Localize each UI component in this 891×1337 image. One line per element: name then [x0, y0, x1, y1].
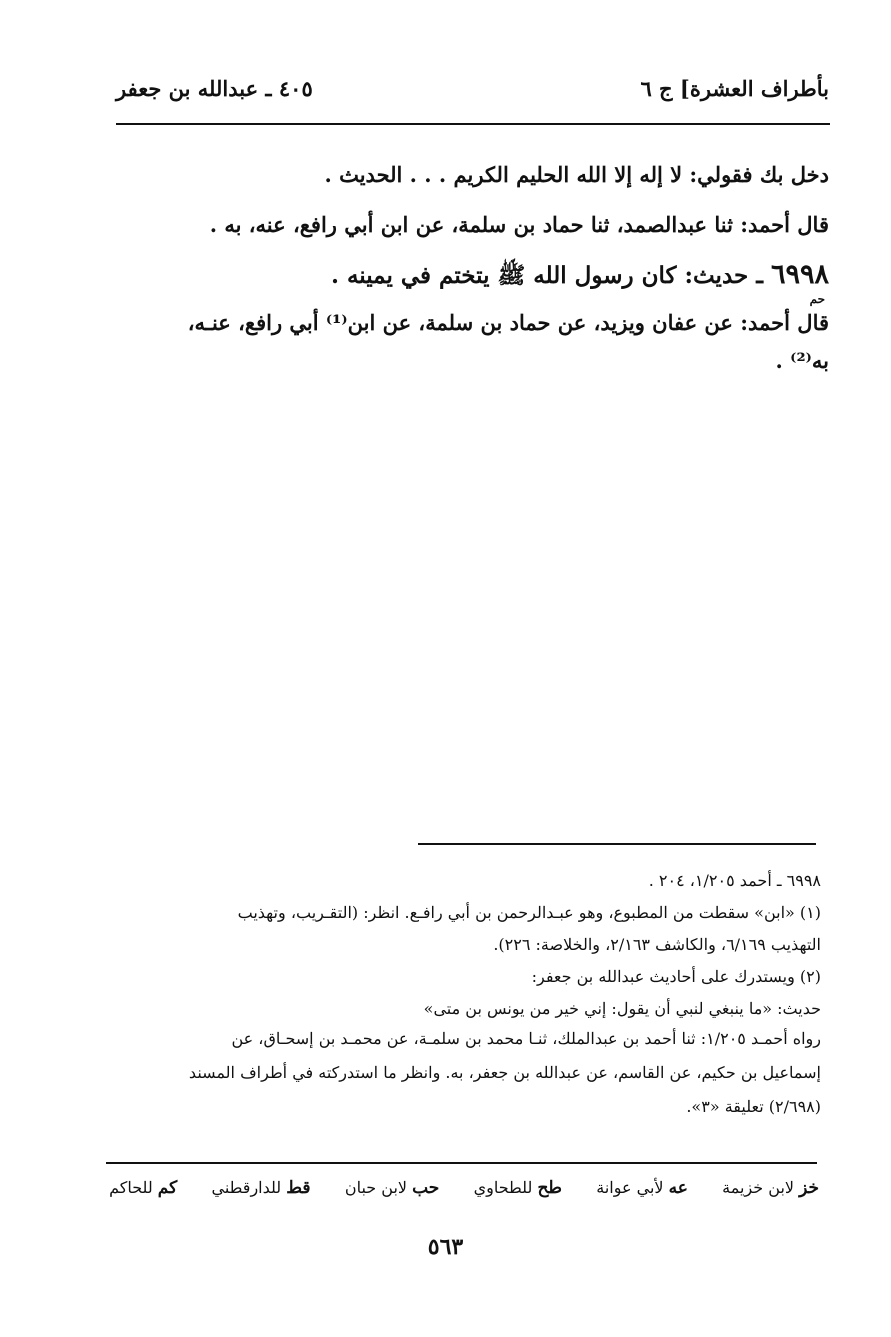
- body-line-5: به⁽²⁾ .: [775, 348, 829, 373]
- footnote-2-line-3: رواه أحمـد ١/٢٠٥: ثنا أحمد بن عبدالملك، ثنـا محمد بن سلمـة، عن محمـد بن إسحـاق، عن: [231, 1029, 821, 1048]
- running-header-chapter: ٤٠٥ ـ عبدالله بن جعفر: [116, 76, 313, 101]
- key-name: للطحاوي: [473, 1178, 533, 1197]
- key-code: كم: [157, 1178, 178, 1198]
- footnote-2-line-2: حديث: «ما ينبغي لنبي أن يقول: إني خير من يونس بن متى»: [423, 999, 821, 1018]
- footnote-1-line-1: (١) «ابن» سقطت من المطبوع، وهو عبـدالرحمن بن أبي رافـع. انظر: (التقـريب، وتهذيب: [237, 903, 821, 922]
- key-name: للحاكم: [109, 1178, 153, 1197]
- hadith-heading: [129, 256, 829, 295]
- key-name: للدارقطني: [211, 1178, 282, 1197]
- key-code: طح: [537, 1178, 562, 1198]
- body-line-1: دخل بك فقولي: لا إله إلا الله الحليم الكريم . . . الحديث .: [324, 162, 829, 187]
- footnote-2-line-5: (٢/٦٩٨) تعليقة «٣».: [686, 1097, 821, 1116]
- key-item: [109, 1178, 177, 1198]
- key-code: خز: [799, 1178, 819, 1198]
- footnote-divider: [418, 843, 816, 845]
- key-name: لابن خزيمة: [722, 1178, 795, 1197]
- key-name: لابن حبان: [344, 1178, 408, 1197]
- body-line-4: قال أحمد: عن عفان ويزيد، عن حماد بن سلمة، عن ابن⁽¹⁾ أبي رافع، عنـه،: [187, 310, 829, 335]
- key-item: [345, 1178, 439, 1198]
- footnote-reference: ٦٩٩٨ ـ أحمد ١/٢٠٥، ٢٠٤ .: [648, 871, 821, 890]
- key-item: [474, 1178, 562, 1198]
- key-code: حب: [412, 1178, 440, 1198]
- key-name: لأبي عوانة: [596, 1178, 664, 1197]
- running-header-book: بأطراف العشرة] ج ٦: [640, 76, 829, 101]
- source-symbol: حم: [809, 292, 825, 306]
- page-number: ٥٦٣: [427, 1234, 464, 1260]
- footnote-1-line-2: التهذيب ٦/١٦٩، والكاشف ٢/١٦٣، والخلاصة: ٢٢٦).: [493, 935, 821, 954]
- abbreviation-key: [109, 1178, 819, 1198]
- body-line-2: قال أحمد: ثنا عبدالصمد، ثنا حماد بن سلمة، عن ابن أبي رافع، عنه، به .: [209, 212, 829, 237]
- hadith-number: ٦٩٩٨: [770, 259, 829, 290]
- header-divider: [116, 123, 830, 125]
- key-code: عه: [668, 1178, 688, 1198]
- footnote-2-line-4: إسماعيل بن حكيم، عن القاسم، عن عبدالله بن جعفر، به. وانظر ما استدركته في أطراف المسند: [188, 1063, 821, 1082]
- hadith-heading-text: ـ حديث: كان رسول الله ﷺ يتختم في يمينه .: [330, 262, 771, 289]
- key-item: [596, 1178, 688, 1198]
- key-item: [212, 1178, 311, 1198]
- key-divider: [106, 1162, 817, 1164]
- footnote-2-line-1: (٢) ويستدرك على أحاديث عبدالله بن جعفر:: [531, 967, 821, 986]
- key-code: قط: [286, 1178, 311, 1198]
- key-item: [722, 1178, 819, 1198]
